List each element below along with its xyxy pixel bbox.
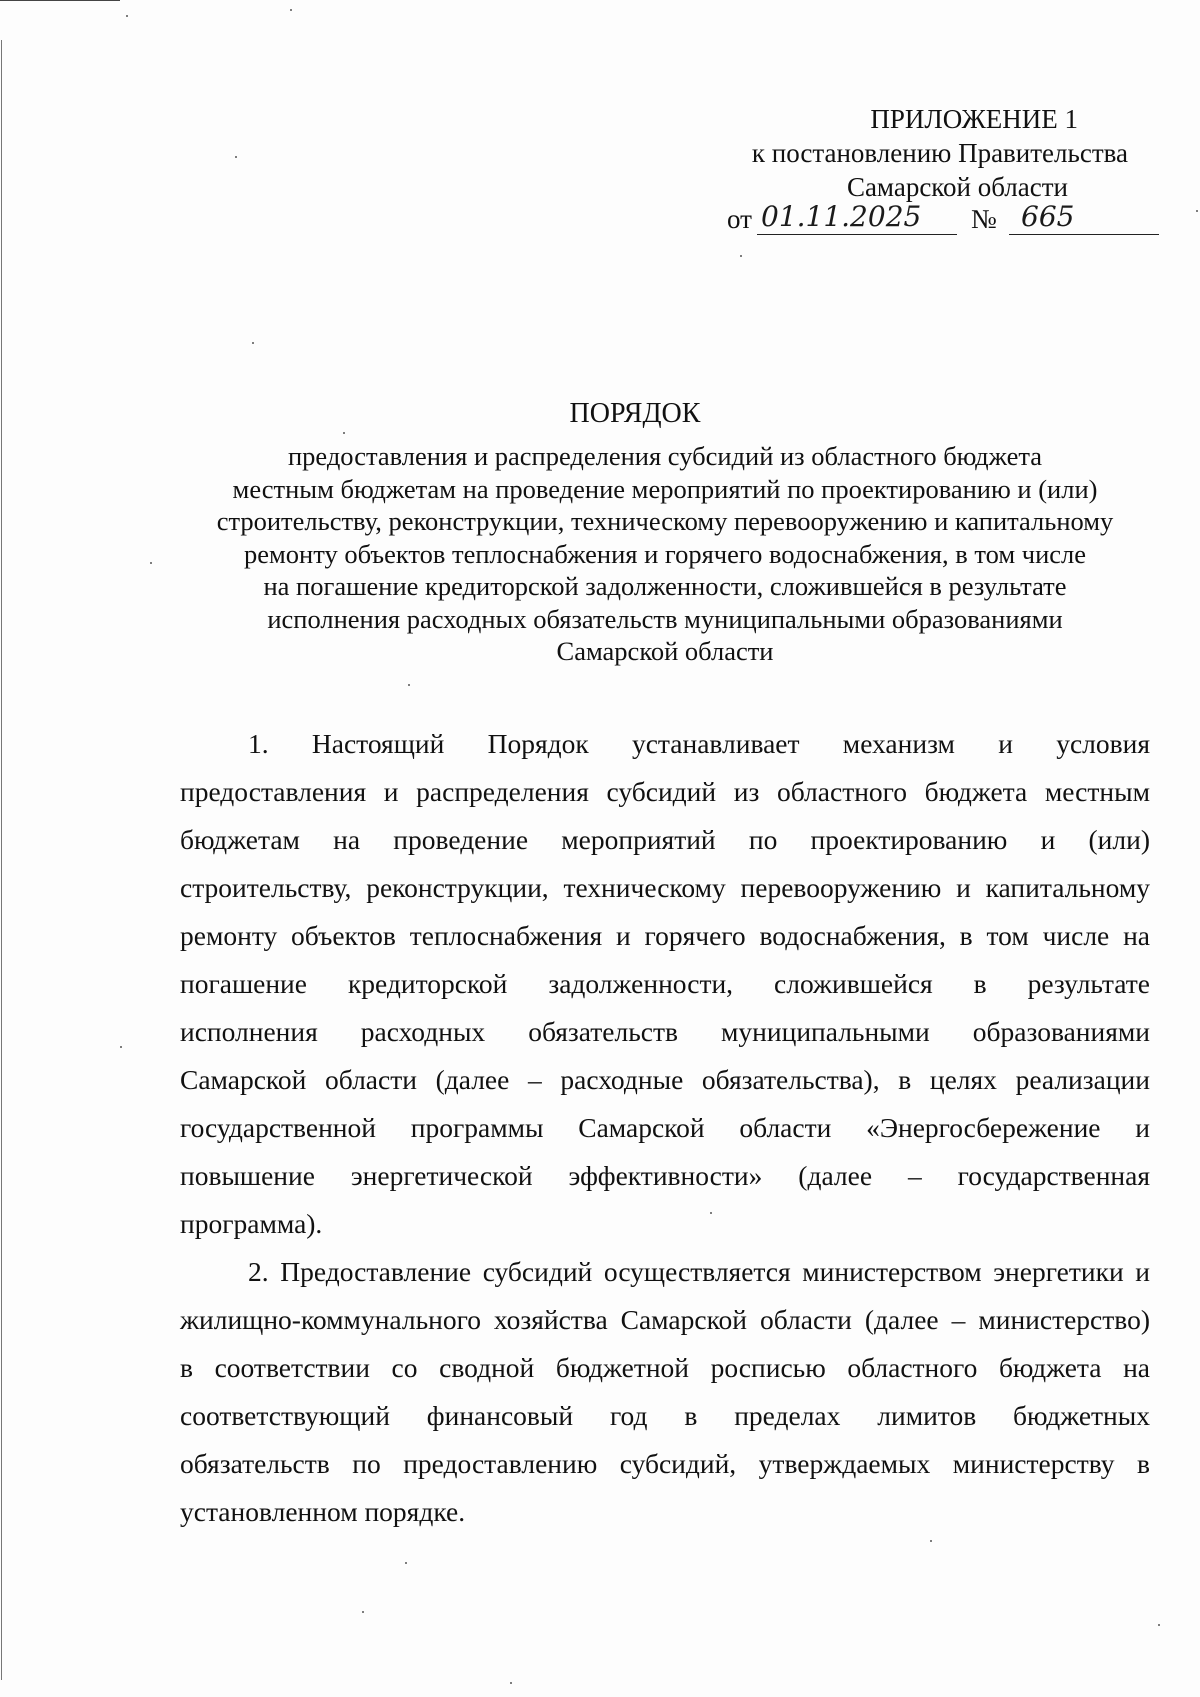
paragraph-line: повышение энергетической эффективности» (далее – государственная: [180, 1160, 1150, 1191]
paragraph-line: ремонту объектов теплоснабжения и горячего водоснабжения, в том числе на: [180, 920, 1150, 951]
appendix-resolution-line: к постановлению Правительства: [751, 138, 1128, 168]
document-body: [180, 720, 1150, 1536]
paragraph-line: Самарской области (далее – расходные обязательства), в целях реализации: [180, 1064, 1150, 1095]
handwritten-number: 665: [1021, 200, 1075, 233]
scan-speck: [510, 1682, 512, 1684]
scan-speck: [235, 156, 237, 158]
paragraph-2: [180, 1248, 1150, 1536]
subtitle-line: строительству, реконструкции, техническому перевооружению и капитальному: [216, 506, 1114, 536]
subtitle-line: предоставления и распределения субсидий из областного бюджета: [287, 441, 1043, 471]
number-label: №: [971, 204, 997, 234]
scan-speck: [1158, 1624, 1160, 1626]
scan-speck: [120, 1046, 122, 1048]
handwritten-date: 01.11.2025: [761, 200, 922, 233]
scan-speck: [343, 432, 345, 434]
scan-speck: [408, 684, 410, 686]
paragraph-line: соответствующий финансовый год в пределах лимитов бюджетных: [180, 1400, 1150, 1431]
subtitle-line: на погашение кредиторской задолженности, сложившейся в результате: [263, 571, 1067, 601]
paragraph-line: жилищно-коммунального хозяйства Самарской области (далее – министерство): [180, 1304, 1150, 1335]
appendix-title: ПРИЛОЖЕНИЕ 1: [870, 104, 1078, 134]
paragraph-line: государственной программы Самарской области «Энергосбережение и: [180, 1112, 1150, 1143]
paragraph-line: строительству, реконструкции, техническому перевооружению и капитальному: [180, 872, 1150, 903]
paragraph-line: исполнения расходных обязательств муниципальными образованиями: [180, 1016, 1150, 1047]
document-subtitle: [170, 440, 1160, 668]
subtitle-line: местным бюджетам на проведение мероприятий по проектированию и (или): [232, 473, 1098, 504]
paragraph-line: обязательств по предоставлению субсидий, утверждаемых министерству в: [180, 1448, 1150, 1479]
date-label: от: [727, 204, 752, 234]
scan-speck: [405, 1562, 407, 1564]
appendix-region-line: Самарской области: [846, 172, 1068, 202]
paragraph-line: 2. Предоставление субсидий осуществляется министерством энергетики и: [248, 1256, 1150, 1287]
scan-edge: [1, 40, 2, 1680]
document-title: ПОРЯДОК: [569, 398, 701, 429]
date-field: [757, 200, 957, 235]
scan-edge: [0, 0, 120, 1]
paragraph-line: в соответствии со сводной бюджетной росписью областного бюджета на: [180, 1352, 1150, 1383]
appendix-date-number-row: [727, 200, 1159, 238]
scan-speck: [710, 1212, 712, 1214]
paragraph-1: [180, 720, 1150, 1248]
subtitle-line: Самарской области: [556, 636, 774, 666]
paragraph-line: предоставления и распределения субсидий из областного бюджета местным: [180, 776, 1150, 807]
scan-speck: [930, 1540, 932, 1542]
subtitle-line: ремонту объектов теплоснабжения и горячего водоснабжения, в том числе: [244, 538, 1086, 569]
scan-speck: [126, 15, 128, 17]
subtitle-line: исполнения расходных обязательств муниципальными образованиями: [267, 603, 1063, 634]
paragraph-line: 1. Настоящий Порядок устанавливает механизм и условия: [248, 728, 1150, 759]
scan-speck: [362, 1611, 364, 1613]
scan-speck: [740, 255, 742, 257]
scan-speck: [1196, 210, 1198, 212]
paragraph-line: установленном порядке.: [180, 1496, 466, 1527]
number-field: [1009, 200, 1159, 235]
paragraph-line: погашение кредиторской задолженности, сложившейся в результате: [180, 968, 1150, 999]
scan-speck: [252, 342, 254, 344]
paragraph-line: программа).: [180, 1208, 323, 1239]
scan-speck: [290, 9, 292, 11]
paragraph-line: бюджетам на проведение мероприятий по проектированию и (или): [180, 824, 1150, 855]
scan-speck: [150, 562, 152, 564]
